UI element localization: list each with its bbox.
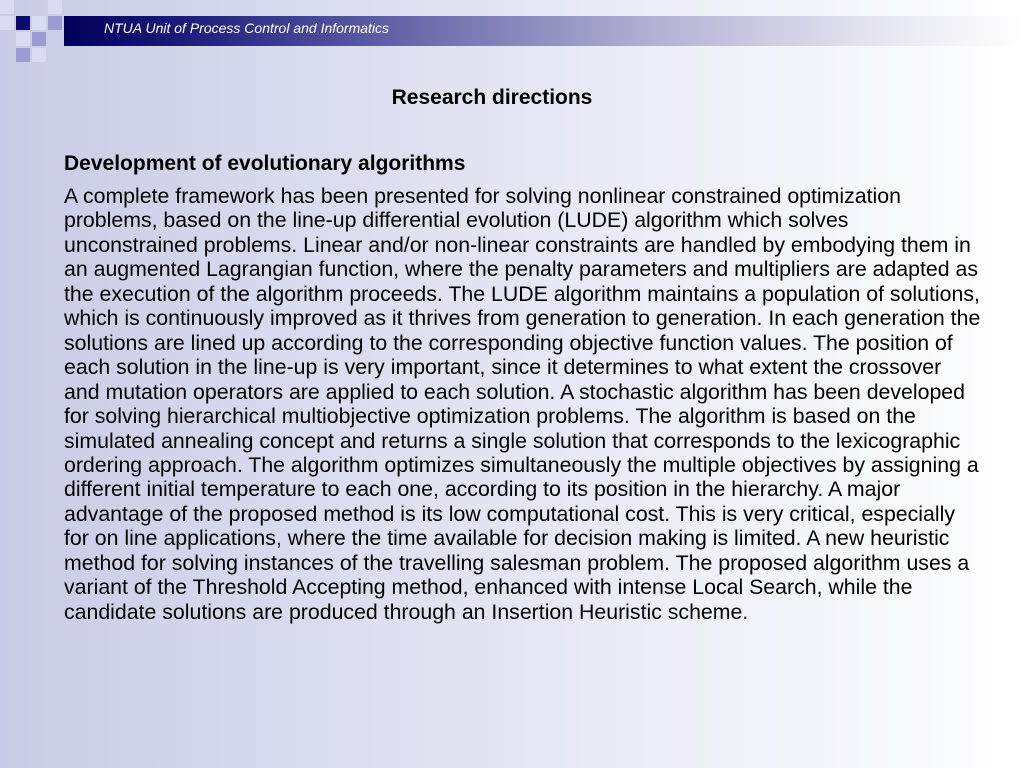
header-title: NTUA Unit of Process Control and Informatics: [104, 20, 390, 36]
decor-square-dark: [16, 16, 30, 30]
decor-square: [32, 32, 46, 46]
decor-square: [32, 16, 46, 30]
body-paragraph: A complete framework has been presented for solving nonlinear constrained optimization problems, based on the line-up differential evolution (LUDE) algorithm which solves unconstrained problems. Linear and/or non-linear constraints are handled by embodying them in an augmented Lagrangian function, where the penalty parameters and multipliers are adapted as the execution of the algorithm proceeds. The LUDE algorithm maintains a population of solutions, which is continuously improved as it thrives from generation to generation. In each generation the solutions are lined up according to the corresponding objective function values. The position of each solution in the line-up is very important, since it determines to what extent the crossover and mutation operators are applied to each solution. A stochastic algorithm has been developed for solving hierarchical multiobjective optimization problems. The algorithm is based on the simulated annealing concept and returns a single solution that corresponds to the lexicographic ordering approach. The algorithm optimizes simultaneously the multiple objectives by assigning a different initial temperature to each one, according to its position in the hierarchy. A major advantage of the proposed method is its low computational cost. This is very critical, especially for on line applications, where the time available for decision making is limited. A new heuristic method for solving instances of the travelling salesman problem. The proposed algorithm uses a variant of the Threshold Accepting method, enhanced with intense Local Search, while the candidate solutions are produced through an Insertion Heuristic scheme.: [64, 184, 981, 624]
decor-square: [0, 0, 14, 14]
decor-square: [32, 48, 46, 62]
section-heading: Development of evolutionary algorithms: [64, 152, 466, 175]
decor-square: [48, 0, 62, 14]
decor-square: [16, 48, 30, 62]
decor-square: [0, 16, 14, 30]
decor-square: [16, 32, 30, 46]
decor-square: [48, 16, 62, 30]
slide-title: Research directions: [391, 86, 593, 109]
